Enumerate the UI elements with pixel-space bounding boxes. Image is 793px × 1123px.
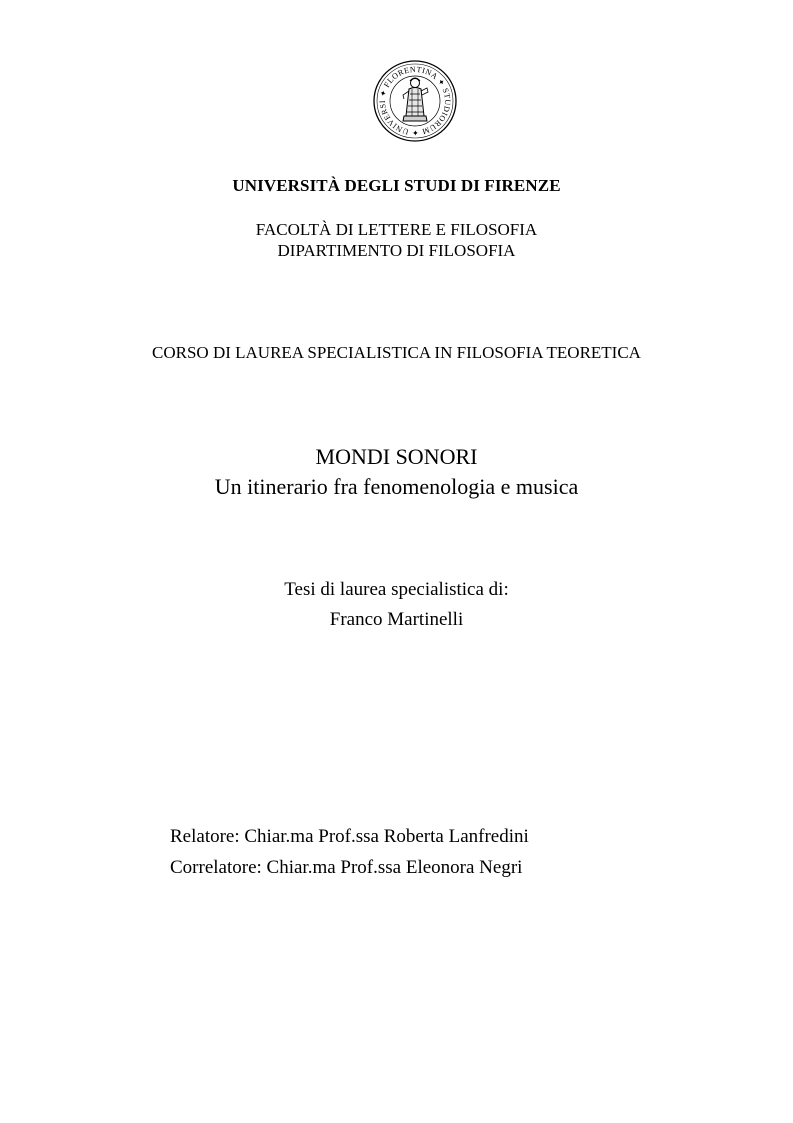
relatore-line: Relatore: Chiar.ma Prof.ssa Roberta Lanfredini [170, 826, 529, 847]
author-name: Franco Martinelli [329, 609, 464, 630]
faculty-name: FACOLTÀ DI LETTERE E FILOSOFIA [255, 220, 538, 239]
university-seal [369, 58, 461, 144]
thesis-subtitle: Un itinerario fra fenomenologia e musica [214, 474, 579, 499]
thesis-type-label: Tesi di laurea specialistica di: [284, 579, 509, 600]
university-seal-icon [369, 58, 461, 144]
svg-text:✦ FLORENTINA ✦ STUDIORUM ✦ UNI: ✦ FLORENTINA ✦ STUDIORUM ✦ UNIVERSI [377, 64, 453, 138]
university-name: UNIVERSITÀ DEGLI STUDI DI FIRENZE [232, 176, 561, 195]
department-name: DIPARTIMENTO DI FILOSOFIA [277, 241, 516, 260]
correlatore-line: Correlatore: Chiar.ma Prof.ssa Eleonora Negri [170, 857, 523, 878]
thesis-title: MONDI SONORI [315, 444, 478, 469]
course-name: CORSO DI LAUREA SPECIALISTICA IN FILOSOFIA TEORETICA [152, 343, 641, 362]
